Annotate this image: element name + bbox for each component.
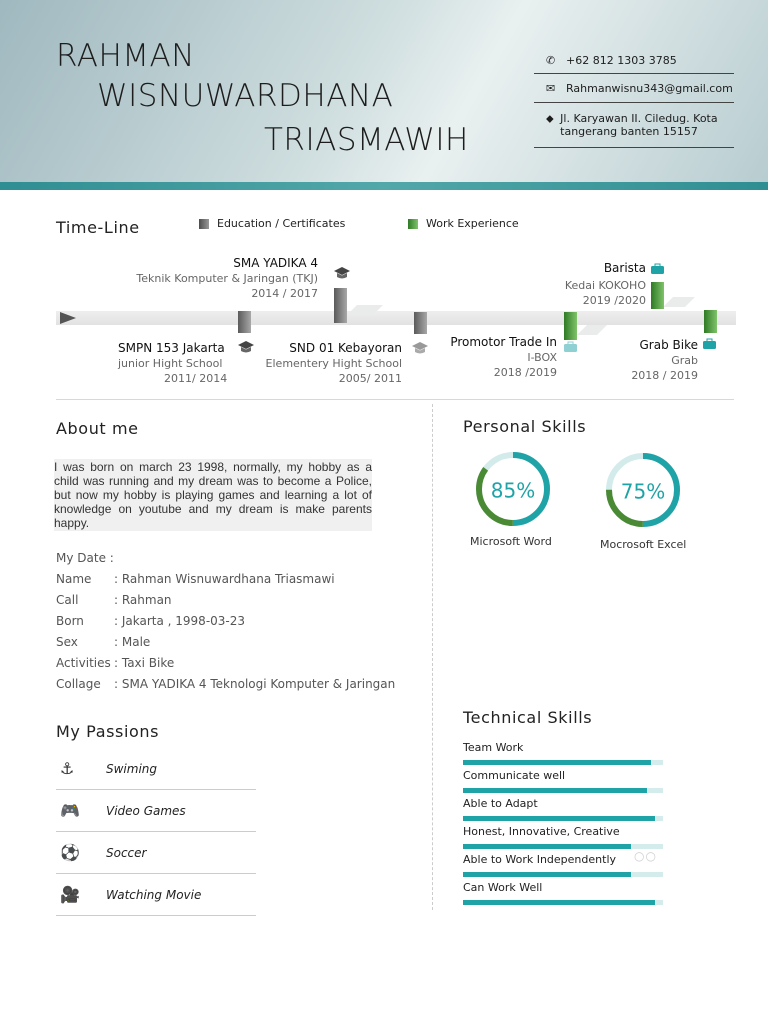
- passions-title: My Passions: [56, 722, 160, 741]
- mail-icon: ✉: [546, 82, 556, 95]
- legend-work: [408, 217, 519, 230]
- timeline-bar-smpn: [238, 311, 251, 333]
- data-value: : Jakarta , 1998-03-23: [114, 614, 246, 628]
- tech-skill-label: Team Work: [463, 741, 524, 754]
- name-line-2: WISNUWARDHANA: [97, 78, 394, 114]
- event-smpn-title: SMPN 153 Jakarta: [118, 341, 225, 355]
- tech-skill-track: [463, 788, 663, 793]
- bar-shadow: [577, 325, 607, 335]
- tech-skill-label: Honest, Innovative, Creative: [463, 825, 620, 838]
- contact-list: [534, 49, 734, 148]
- tech-skill-track: [463, 760, 663, 765]
- soccer-ball-icon: ⚽: [60, 843, 80, 862]
- contact-email: [534, 74, 734, 103]
- phone-icon: ✆: [546, 54, 556, 67]
- tech-skill: [463, 741, 663, 769]
- tech-skill: [463, 853, 663, 881]
- passion-label: Watching Movie: [106, 887, 202, 902]
- ring-percent: 85%: [490, 478, 536, 503]
- legend-work-swatch: [408, 219, 418, 229]
- ring-percent: 75%: [620, 479, 666, 504]
- data-value: : Taxi Bike: [114, 656, 175, 670]
- tech-skill-track: [463, 872, 663, 877]
- timeline-bar-grab: [704, 310, 717, 333]
- skill-ring-label: Microsoft Word: [470, 535, 552, 548]
- timeline-bar-sma: [334, 288, 347, 323]
- tech-skill-label: Communicate well: [463, 769, 566, 782]
- timeline-track: [56, 311, 736, 325]
- data-row-call: [56, 593, 395, 614]
- legend-work-label: Work Experience: [426, 217, 519, 230]
- contact-address: [534, 103, 734, 148]
- tech-skill: [463, 797, 663, 825]
- timeline-title: Time-Line: [56, 218, 140, 237]
- passion-label: Soccer: [106, 845, 147, 860]
- contact-phone: [534, 49, 734, 74]
- film-projector-icon: 🎥: [60, 885, 80, 904]
- name-line-3: TRIASMAWIH: [264, 122, 469, 158]
- data-title: My Date :: [56, 551, 114, 565]
- data-key: Name: [56, 572, 92, 586]
- tech-skill-track: [463, 844, 663, 849]
- legend-education-swatch: [199, 219, 209, 229]
- tech-skill-fill: [463, 844, 631, 849]
- data-key: Born: [56, 614, 84, 628]
- location-pin-icon: ⬥: [546, 112, 554, 125]
- event-sma-years: 2014 / 2017: [251, 287, 318, 300]
- tech-skill-fill: [463, 900, 655, 905]
- about-title: About me: [56, 419, 139, 438]
- data-value: : Rahman: [114, 593, 172, 607]
- tech-skill-track: [463, 816, 663, 821]
- tech-skill: [463, 881, 663, 909]
- event-barista-title: Barista: [603, 261, 646, 275]
- skill-ring-excel: [604, 451, 682, 529]
- event-promotor: [430, 335, 557, 380]
- data-row-name: [56, 572, 395, 593]
- tech-skill-label: Able to Work Independently: [463, 853, 617, 866]
- email-text: Rahmanwisnu343@gmail.com: [566, 82, 733, 95]
- personal-skills-title: Personal Skills: [463, 417, 587, 436]
- passion-item: [56, 790, 256, 832]
- event-sma: [118, 256, 318, 301]
- data-row-sex: [56, 635, 395, 656]
- tech-skill-fill: [463, 816, 655, 821]
- skill-ring-word: [474, 450, 552, 528]
- event-snd-title: SND 01 Kebayoran: [289, 341, 402, 355]
- passion-item: [56, 874, 256, 916]
- technical-skills-title: Technical Skills: [463, 708, 593, 727]
- name-line-1: RAHMAN: [56, 38, 195, 74]
- event-grab-years: 2018 / 2019: [631, 369, 698, 382]
- tech-skill: [463, 769, 663, 797]
- personal-data: [56, 551, 395, 698]
- briefcase-icon: [650, 263, 665, 275]
- tech-skill-fill: [463, 788, 647, 793]
- event-snd: [262, 341, 402, 386]
- event-barista-sub: Kedai KOKOHO: [564, 279, 646, 292]
- event-grab-title: Grab Bike: [639, 338, 698, 352]
- briefcase-icon: [563, 341, 578, 353]
- tech-skill: [463, 825, 663, 853]
- data-key: Activities: [56, 656, 111, 670]
- data-value: : Male: [114, 635, 151, 649]
- event-snd-sub: Elementery Hight School: [265, 357, 402, 370]
- event-smpn: [118, 341, 227, 386]
- about-text: I was born on march 23 1998, normally, my hobby as a child was running and my dream was to become a Police, but now my hobby is playing games and learning a lot of knowledge on youtube and my dream is make parents happy.: [54, 460, 372, 530]
- passion-label: Video Games: [106, 803, 186, 818]
- data-value: : SMA YADIKA 4 Teknologi Komputer & Jaringan: [114, 677, 396, 691]
- bar-shadow: [663, 297, 695, 307]
- tech-skill-fill: [463, 872, 631, 877]
- header-accent-bar: [0, 182, 768, 190]
- passions-list: [56, 748, 256, 916]
- column-divider: [432, 404, 433, 910]
- graduation-cap-icon: [237, 340, 255, 354]
- event-barista-years: 2019 /2020: [582, 294, 646, 307]
- timeline-bar-snd: [414, 312, 427, 334]
- event-sma-title: SMA YADIKA 4: [233, 256, 318, 270]
- passion-item: [56, 748, 256, 790]
- graduation-cap-icon: [411, 341, 429, 355]
- event-promotor-title: Promotor Trade In: [450, 335, 557, 349]
- data-row-born: [56, 614, 395, 635]
- event-snd-years: 2005/ 2011: [338, 372, 402, 385]
- data-key: Collage: [56, 677, 101, 691]
- decorative-circles-icon: ○○: [634, 849, 657, 863]
- gamepad-icon: 🎮: [60, 801, 80, 820]
- data-row-activities: [56, 656, 395, 677]
- passion-label: Swiming: [106, 761, 158, 776]
- event-grab: [600, 338, 698, 383]
- event-promotor-sub: I-BOX: [527, 351, 557, 364]
- event-smpn-sub: junior Hight School: [118, 357, 223, 370]
- tech-skill-label: Able to Adapt: [463, 797, 538, 810]
- skill-ring-label: Mocrosoft Excel: [600, 538, 687, 551]
- data-row-collage: [56, 677, 395, 698]
- tech-skill-label: Can Work Well: [463, 881, 543, 894]
- tech-skill-track: [463, 900, 663, 905]
- legend-education-label: Education / Certificates: [217, 217, 346, 230]
- phone-text: +62 812 1303 3785: [566, 54, 677, 67]
- legend-education: [199, 217, 345, 230]
- timeline-bar-barista: [651, 282, 664, 309]
- technical-skills-list: [463, 741, 663, 909]
- event-barista: [540, 261, 646, 308]
- data-value: : Rahman Wisnuwardhana Triasmawi: [114, 572, 335, 586]
- event-promotor-years: 2018 /2019: [493, 366, 557, 379]
- event-grab-sub: Grab: [671, 354, 698, 367]
- graduation-cap-icon: [333, 266, 351, 280]
- tech-skill-fill: [463, 760, 651, 765]
- section-divider: [56, 399, 734, 400]
- anchor-icon: ⚓: [60, 759, 75, 778]
- timeline-bar-promotor: [564, 312, 577, 340]
- data-key: Call: [56, 593, 79, 607]
- data-key: Sex: [56, 635, 78, 649]
- event-sma-sub: Teknik Komputer & Jaringan (TKJ): [136, 272, 318, 285]
- passion-item: [56, 832, 256, 874]
- timeline-arrow-icon: [60, 312, 76, 324]
- address-text: Jl. Karyawan II. Ciledug. Kota tangerang banten 15157: [560, 112, 718, 138]
- event-smpn-years: 2011/ 2014: [164, 372, 228, 385]
- briefcase-icon: [702, 338, 717, 350]
